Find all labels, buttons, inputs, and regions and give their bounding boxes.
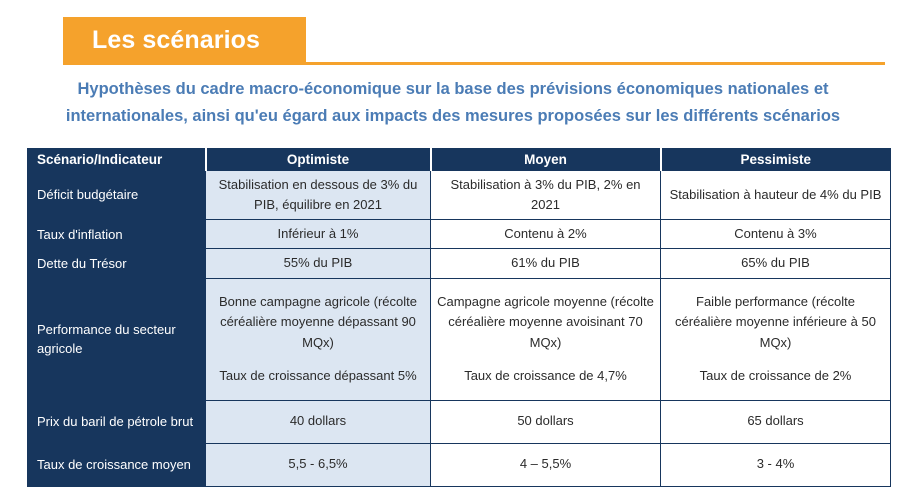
- cell-agricole-pessimiste: [661, 278, 891, 400]
- cell-text: 65 dollars: [747, 413, 804, 429]
- column-header-pessimiste: Pessimiste: [661, 149, 891, 171]
- cell-baril-moyen: [431, 400, 661, 443]
- cell-baril-optimiste: [206, 400, 431, 443]
- cell-text: 50 dollars: [517, 413, 574, 429]
- cell-dette-moyen: [431, 249, 661, 278]
- cell-text: 3 - 4%: [756, 456, 795, 472]
- table-row: [28, 443, 891, 486]
- cell-croissance-pessimiste: [661, 443, 891, 486]
- cell-deficit-moyen: [431, 171, 661, 220]
- cell-text: 5,5 - 6,5%: [288, 456, 348, 472]
- cell-text: Stabilisation en dessous de 3% du PIB, équilibre en 2021: [218, 177, 418, 213]
- column-header-indicator: Scénario/Indicateur: [28, 149, 206, 171]
- cell-text: Bonne campagne agricole (récolte céréalière moyenne dépassant 90 MQx): [218, 294, 417, 350]
- cell-text: 65% du PIB: [741, 255, 810, 271]
- cell-text: Inférieur à 1%: [277, 226, 359, 242]
- cell-text: Taux de croissance de 2%: [699, 367, 852, 383]
- slide-title-banner: [63, 17, 306, 64]
- cell-text: Taux de croissance de 4,7%: [464, 367, 627, 383]
- cell-text: 4 – 5,5%: [519, 456, 572, 472]
- table-row: [28, 171, 891, 220]
- scenario-comparison-table: [27, 148, 891, 487]
- cell-text: 40 dollars: [289, 413, 347, 429]
- cell-text: 61% du PIB: [511, 255, 580, 271]
- cell-text: Campagne agricole moyenne (récolte céréalière moyenne avoisinant 70 MQx): [437, 294, 654, 350]
- table-row: [28, 220, 891, 249]
- cell-inflation-optimiste: [206, 220, 431, 249]
- row-label-taux-inflation: Taux d'inflation: [28, 220, 206, 249]
- cell-dette-pessimiste: [661, 249, 891, 278]
- cell-dette-optimiste: [206, 249, 431, 278]
- cell-deficit-optimiste: [206, 171, 431, 220]
- row-label-prix-baril: Prix du baril de pétrole brut: [28, 400, 206, 443]
- slide-subtitle: [38, 76, 868, 129]
- cell-inflation-pessimiste: [661, 220, 891, 249]
- cell-croissance-moyen: [431, 443, 661, 486]
- cell-text: 55% du PIB: [283, 255, 353, 271]
- cell-croissance-optimiste: [206, 443, 431, 486]
- cell-agricole-moyen: [431, 278, 661, 400]
- cell-text: Taux de croissance dépassant 5%: [219, 367, 417, 383]
- row-label-taux-croissance-moyen: Taux de croissance moyen: [28, 443, 206, 486]
- column-header-moyen: Moyen: [431, 149, 661, 171]
- row-label-deficit-budgetaire: Déficit budgétaire: [28, 171, 206, 220]
- cell-text: Faible performance (récolte céréalière moyenne inférieure à 50 MQx): [675, 294, 876, 350]
- subtitle-line-1: Hypothèses du cadre macro-économique sur la base des prévisions économiques nationales et: [77, 80, 829, 98]
- cell-text: Contenu à 3%: [734, 226, 817, 242]
- title-accent-rule: [63, 62, 885, 65]
- cell-text: Stabilisation à hauteur de 4% du PIB: [669, 187, 882, 203]
- subtitle-line-2: internationales, ainsi qu'eu égard aux impacts des mesures proposées sur les différents scénarios: [65, 106, 841, 125]
- cell-text: Contenu à 2%: [504, 226, 587, 242]
- cell-text: Stabilisation à 3% du PIB, 2% en 2021: [450, 177, 641, 213]
- table-row: [28, 278, 891, 400]
- page-title: Les scénarios: [92, 26, 261, 54]
- cell-agricole-optimiste: [206, 278, 431, 400]
- cell-inflation-moyen: [431, 220, 661, 249]
- table-row: [28, 400, 891, 443]
- row-label-performance-agricole: Performance du secteur agricole: [28, 278, 206, 400]
- cell-baril-pessimiste: [661, 400, 891, 443]
- table-row: [28, 249, 891, 278]
- column-header-optimiste: Optimiste: [206, 149, 431, 171]
- cell-deficit-pessimiste: [661, 171, 891, 220]
- row-label-dette-tresor: Dette du Trésor: [28, 249, 206, 278]
- table-header-row: [28, 149, 891, 171]
